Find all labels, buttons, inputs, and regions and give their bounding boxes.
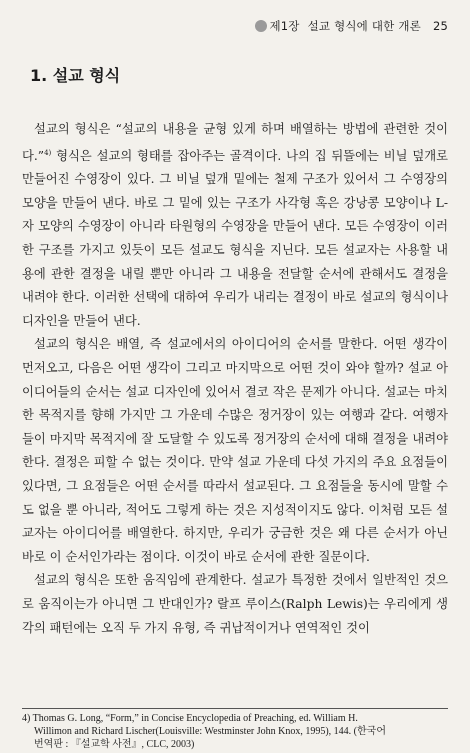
section-title: 1. 설교 형식: [30, 66, 121, 85]
footnote-text: Willimon and Richard Lischer(Louisville: Westminster John Knox, 1995), 144. (한국어: [34, 726, 386, 737]
footnote-text: Thomas G. Long, “Form,” in Concise Encyclopedia of Preaching, ed. William H.: [32, 713, 358, 724]
paragraph-text: 설교의 형식은 “설교의 내용을 균형 있게 하며 배열하는 방법에 관련한 것이다.”: [22, 122, 448, 163]
paragraph-2: [22, 333, 448, 569]
footnote-line: [22, 725, 452, 738]
footnote-line: [22, 738, 452, 751]
chapter-title: 설교 형식에 대한 개론: [307, 19, 421, 33]
running-head: [255, 18, 448, 34]
page-number: 25: [432, 19, 448, 33]
footnotes: [22, 712, 452, 751]
paragraph-1: [22, 118, 448, 333]
paragraph-text: 설교의 형식은 배열, 즉 설교에서의 아이디어의 순서를 말한다. 어떤 생각이 먼저오고, 다음은 어떤 생각이 그리고 마지막으로 어떤 것이 와야 할까? 설교 아이디어들의 순서는 설교 디자인에 있어서 결코 작은 문제가 아니다. 설교는 마치 한 목적지를 향해 가지만 그 가운데 수많은 정거장이 있는 여행과 같다. 여행자들이 마지막 목적지에 잘 도달할 수 있도록 정거장의 순서에 대해 결정을 내려야 한다. 결정은 피할 수 없는 것이다. 만약 설교 가운데 다섯 가지의 주요 요점들이 있다면, 그 요점들은 어떤 순서를 따라서 설교된다. 그 요점들을 동시에 말할 수도 없을 뿐 아니라, 적어도 그렇게 하는 것은 지성적이지도 않다. 이처럼 모든 설교자는 아이디어를 배열한다. 하지만, 우리가 궁금한 것은 왜 다른 순서가 아닌 바로 이 순서인가라는 점이다. 이것이 바로 순서에 관한 질문이다.: [22, 337, 448, 564]
chapter-label: 제1장: [269, 19, 300, 33]
paragraph-text: 설교의 형식은 또한 움직임에 관계한다. 설교가 특정한 것에서 일반적인 것으로 움직이는가 아니면 그 반대인가? 랄프 루이스(Ralph Lewis)는 우리에게 생각의 패턴에는 오직 두 가지 유형, 즉 귀납적이거나 연역적인 것이: [22, 573, 448, 635]
footnote-marker: 4): [22, 713, 31, 724]
footnote-text: 번역판 : 『설교학 사전』, CLC, 2003): [34, 739, 195, 750]
footnote-divider: [22, 708, 448, 709]
chapter-marker-icon: [255, 20, 267, 32]
body-text: [22, 118, 448, 640]
footnote-reference: 4): [44, 148, 52, 157]
paragraph-3: [22, 569, 448, 640]
footnote-line: [22, 712, 452, 725]
paragraph-text: 형식은 설교의 형태를 잡아주는 골격이다. 나의 집 뒤뜰에는 비닐 덮개로 만들어진 수영장이 있다. 그 비닐 덮개 밑에는 철제 구조가 있어서 그 수영장의 모양을 만들어 낸다. 바로 그 밑에 있는 구조가 사각형 혹은 강낭콩 모양이나 L-자 모양의 수영장이 아니라 타원형의 수영장을 만들어 낸다. 모든 수영장이 이러한 구조를 가지고 있듯이 모든 설교도 형식을 지닌다. 모든 설교자는 사용할 내용에 관한 결정을 내릴 뿐만 아니라 그 내용을 전달할 순서에 관해서도 결정을 내려야 한다. 이러한 선택에 대하여 우리가 내리는 결정이 바로 설교의 형식이나 디자인을 만들어 낸다.: [22, 148, 448, 328]
